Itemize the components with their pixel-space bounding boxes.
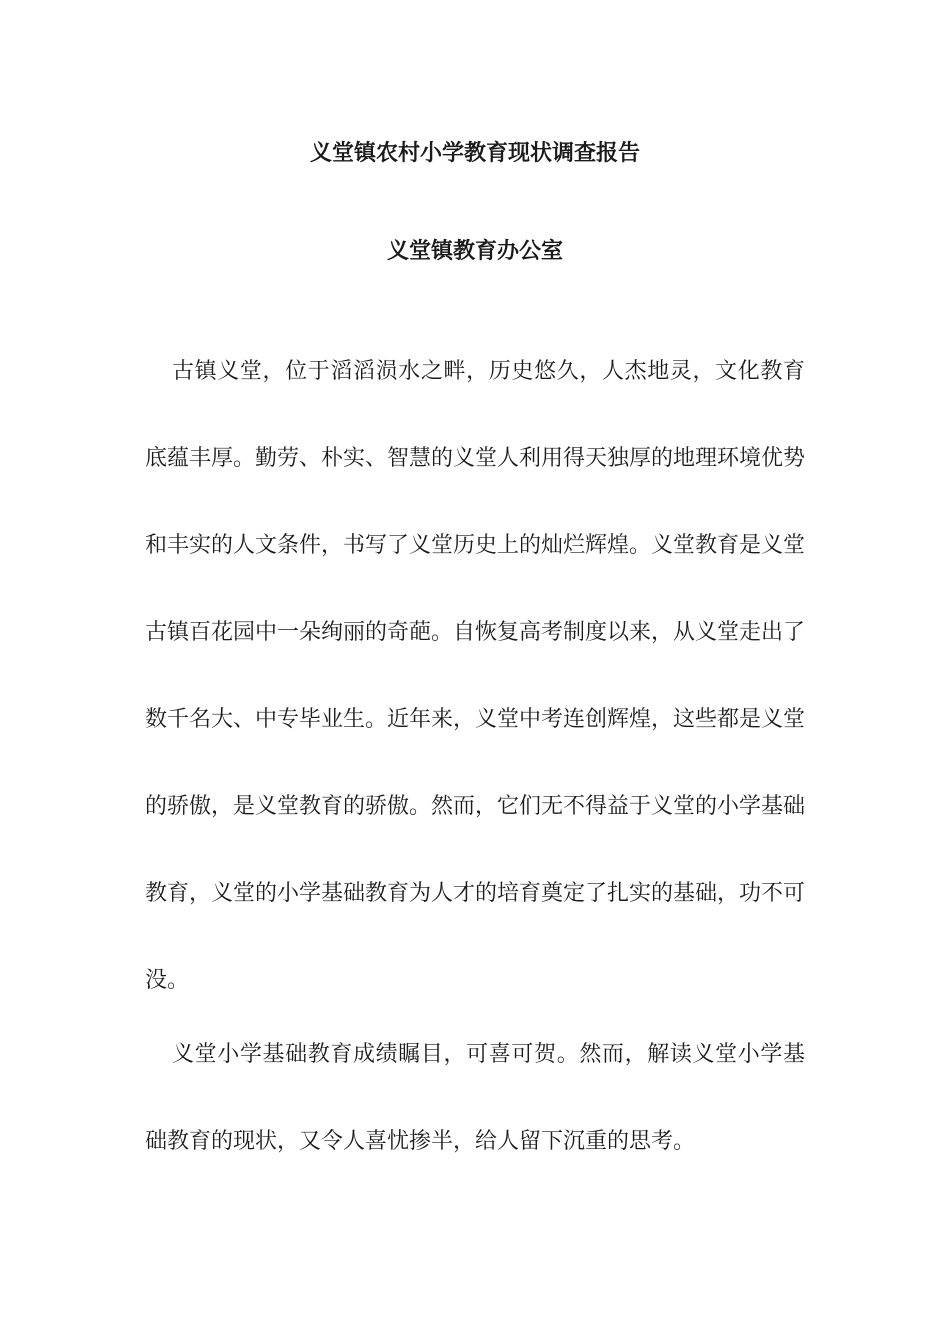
body-paragraph-2: 义堂小学基础教育成绩瞩目，可喜可贺。然而，解读义堂小学基础教育的现状，又令人喜忧掺半，给人留下沉重的思考。 (145, 1042, 805, 1154)
document-author: 义堂镇教育办公室 (386, 239, 563, 264)
body-paragraph-1: 古镇义堂，位于滔滔涢水之畔，历史悠久，人杰地灵，文化教育底蕴丰厚。勤劳、朴实、智慧的义堂人利用得天独厚的地理环境优势和丰实的人文条件，书写了义堂历史上的灿烂辉煌。义堂教育是义堂古镇百花园中一朵绚丽的奇葩。自恢复高考制度以来，从义堂走出了数千名大、中专毕业生。近年来，义堂中考连创辉煌，这些都是义堂的骄傲，是义堂教育的骄傲。然而，它们无不得益于义堂的小学基础教育，义堂的小学基础教育为人才的培育奠定了扎实的基础，功不可没。 (145, 359, 806, 993)
document-title: 义堂镇农村小学教育现状调查报告 (309, 141, 640, 166)
